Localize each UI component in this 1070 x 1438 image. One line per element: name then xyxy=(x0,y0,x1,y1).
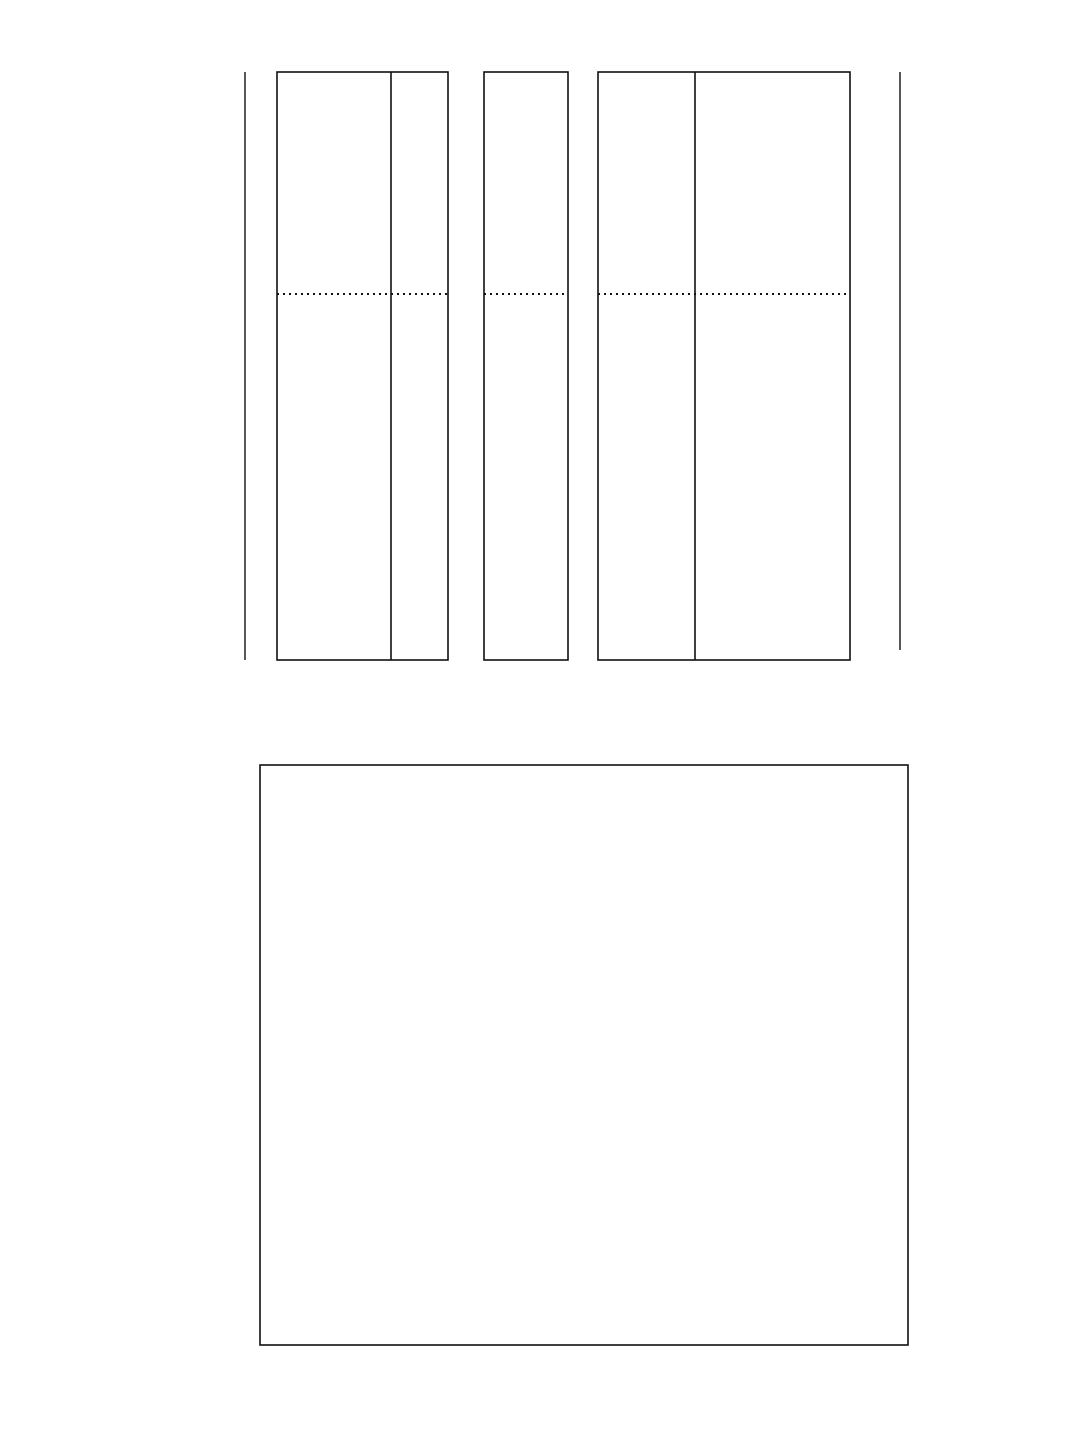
si-plot-frame xyxy=(260,765,908,1345)
panel-l-gamma-x xyxy=(598,72,850,660)
panel-w-l xyxy=(484,72,568,660)
panel-gamma-x xyxy=(277,72,448,660)
